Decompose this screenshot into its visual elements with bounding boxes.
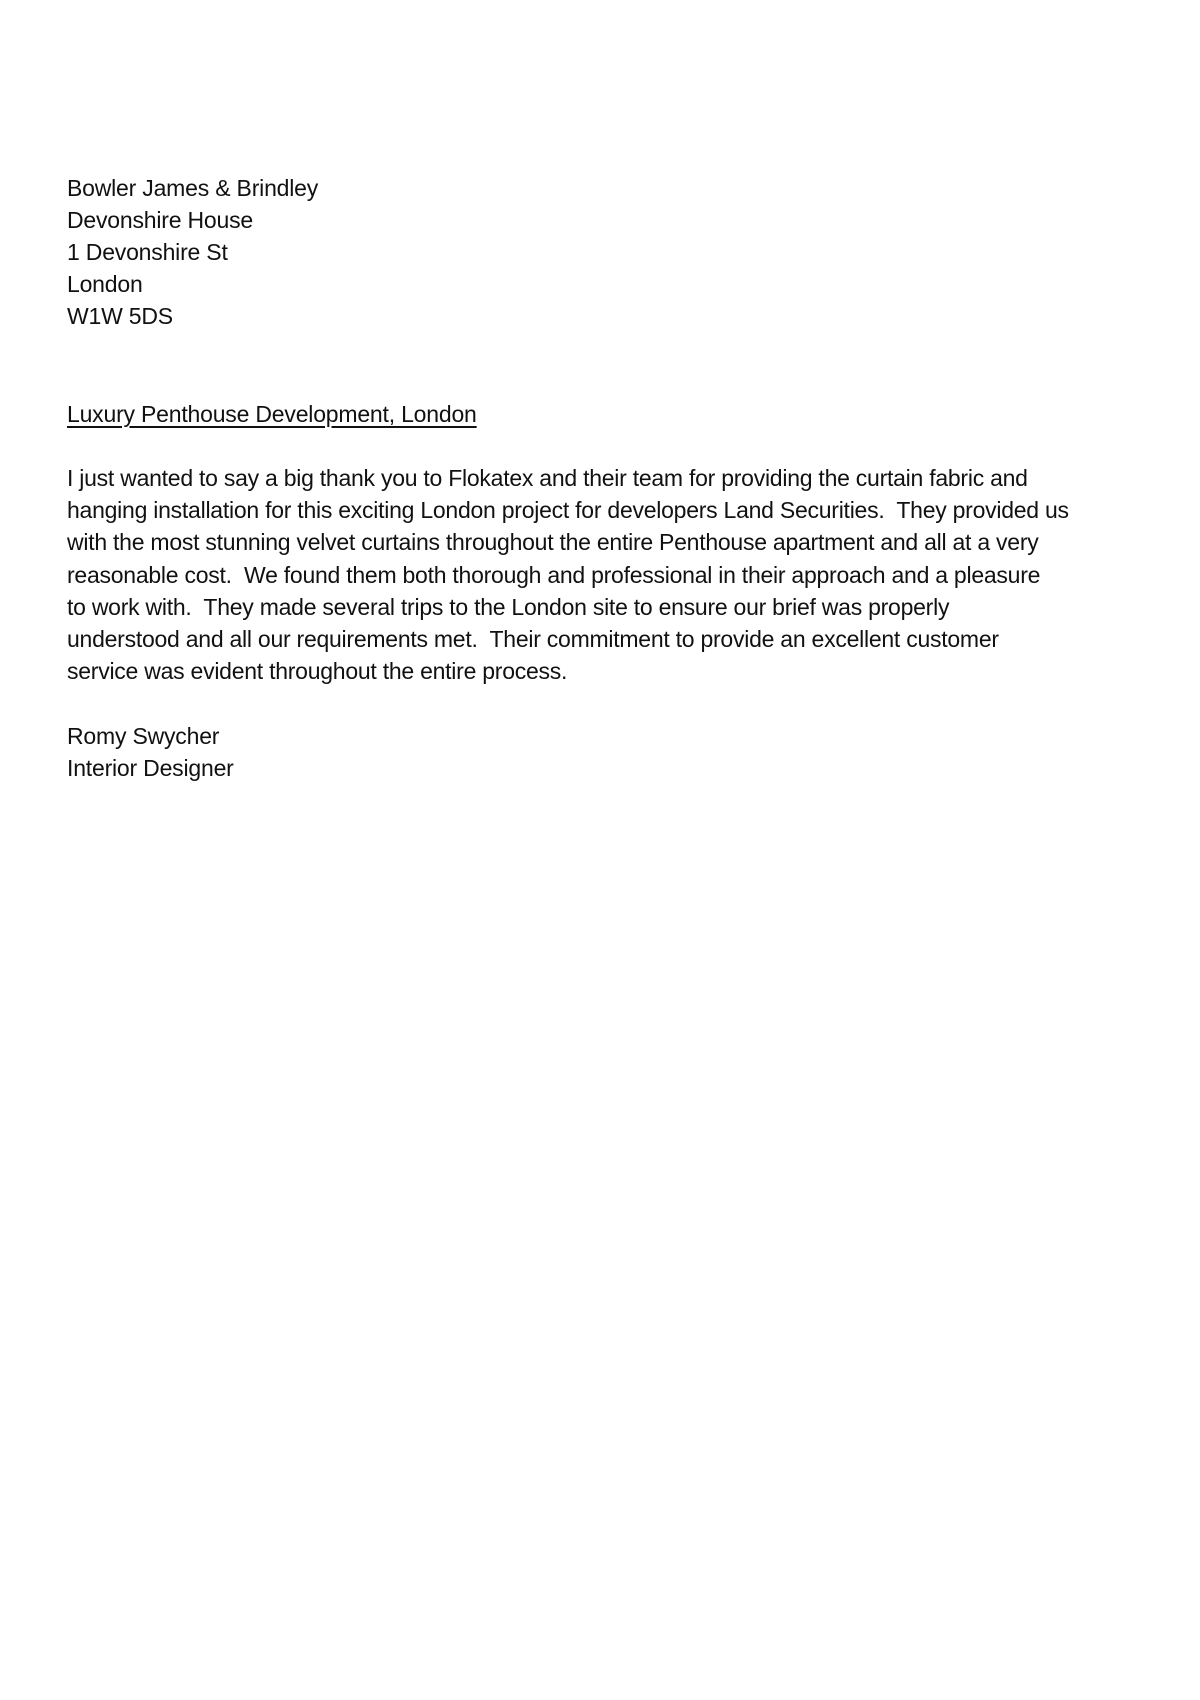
body-line: I just wanted to say a big thank you to Flokatex and their team for providing the curtain fabric and — [67, 465, 1028, 491]
signatory-title: Interior Designer — [67, 755, 234, 781]
recipient-street: 1 Devonshire St — [67, 239, 228, 265]
body-line: with the most stunning velvet curtains throughout the entire Penthouse apartment and all at a very — [67, 529, 1039, 556]
recipient-postcode: W1W 5DS — [67, 303, 173, 329]
recipient-name: Bowler James & Brindley — [67, 175, 319, 201]
signature-block — [67, 720, 234, 784]
recipient-building: Devonshire House — [67, 207, 254, 233]
letter-body — [67, 462, 1147, 687]
body-line: reasonable cost. We found them both thorough and professional in their approach and a pleasure — [67, 561, 1041, 588]
letter-subject: Luxury Penthouse Development, London — [67, 401, 477, 427]
signatory-name: Romy Swycher — [67, 723, 220, 749]
recipient-address — [67, 172, 318, 332]
body-line: hanging installation for this exciting London project for developers Land Securities. They provided us — [67, 497, 1069, 524]
body-line: to work with. They made several trips to the London site to ensure our brief was properly — [67, 593, 950, 620]
body-line: service was evident throughout the entire process. — [67, 658, 568, 685]
recipient-city: London — [67, 271, 143, 297]
body-line: understood and all our requirements met. Their commitment to provide an excellent customer — [67, 626, 999, 653]
